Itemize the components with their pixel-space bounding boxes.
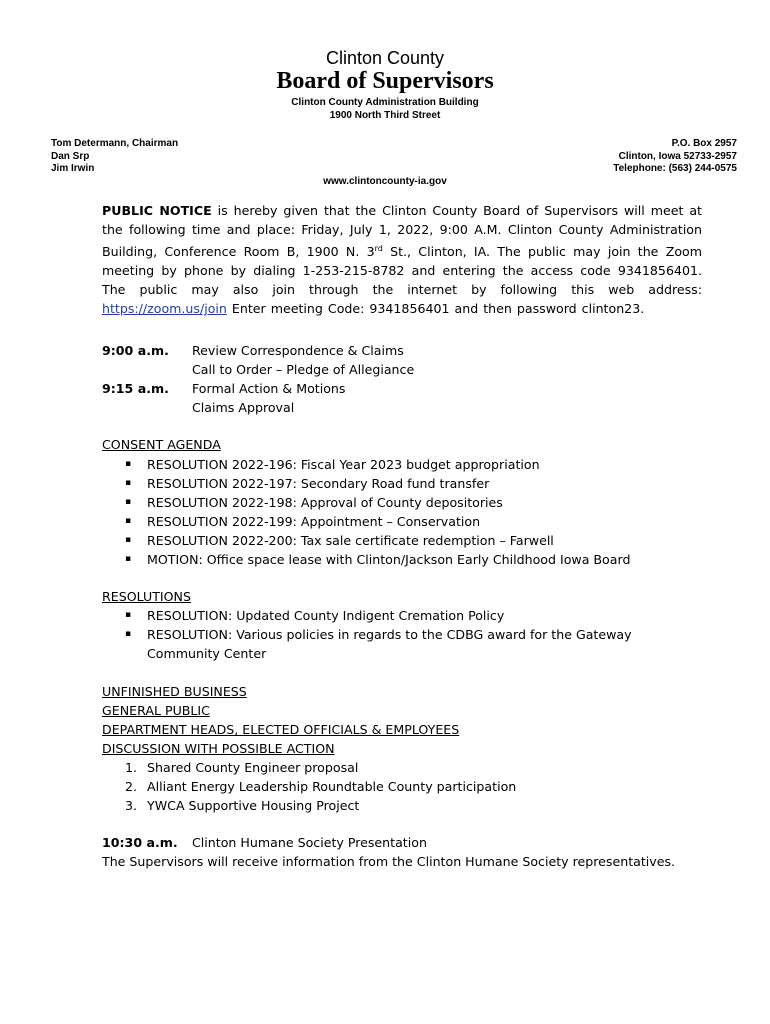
consent-agenda-list (102, 455, 722, 569)
list-item: ▪ RESOLUTION 2022-197: Secondary Road fund transfer (125, 476, 490, 491)
website[interactable]: www.clintoncounty-ia.gov (323, 176, 447, 187)
discussion-list (102, 758, 722, 815)
list-item: 1. Shared County Engineer proposal (125, 760, 359, 775)
list-item: ▪ RESOLUTION 2022-200: Tax sale certificate redemption – Farwell (125, 533, 554, 548)
supervisor-3: Jim Irwin (51, 163, 95, 174)
supervisor-chairman: Tom Determann, Chairman (51, 138, 179, 149)
list-item: ▪ RESOLUTION: Various policies in regards to the CDBG award for the Gateway Community Center (125, 627, 632, 661)
telephone: Telephone: (563) 244-0575 (613, 163, 737, 174)
discussion-heading: DISCUSSION WITH POSSIBLE ACTION (102, 741, 335, 756)
county-name: Clinton County (325, 48, 445, 68)
bullet-icon: ▪ (125, 554, 132, 564)
humane-society-title: Clinton Humane Society Presentation (192, 835, 427, 850)
list-item: ▪ RESOLUTION 2022-198: Approval of County depositories (125, 495, 503, 510)
supervisor-2: Dan Srp (51, 150, 90, 162)
notice-text-1: is hereby given that the Clinton County Board of Supervisors will meet at the following time and place: Friday, July 1, 2022, 9:00 A.M. Clinton County Administration Building, Conference Room B, 1900 N. 3 (102, 203, 702, 260)
time-1030: 10:30 a.m. (102, 835, 178, 850)
board-title: Board of Supervisors (276, 68, 494, 94)
notice-lead: PUBLIC NOTICE (102, 203, 212, 218)
list-item: ▪ RESOLUTION 2022-199: Appointment – Conservation (125, 514, 481, 529)
bullet-icon: ▪ (125, 629, 132, 639)
schedule-item: Formal Action & Motions (192, 381, 346, 396)
notice-sup: rd (374, 244, 383, 253)
department-heads-heading: DEPARTMENT HEADS, ELECTED OFFICIALS & EMPLOYEES (102, 722, 460, 737)
zoom-link[interactable]: https://zoom.us/join (102, 301, 227, 317)
bullet-icon: ▪ (125, 610, 132, 620)
consent-agenda-heading: CONSENT AGENDA (102, 437, 221, 452)
general-public-heading: GENERAL PUBLIC (102, 703, 210, 718)
bullet-icon: ▪ (125, 535, 132, 545)
list-item: 2. Alliant Energy Leadership Roundtable County participation (125, 779, 517, 794)
po-box: P.O. Box 2957 (671, 138, 737, 149)
bullet-icon: ▪ (125, 459, 132, 469)
supervisors-list (51, 138, 178, 176)
notice-text-3: Enter meeting Code: 9341856401 and then password clinton23. (226, 301, 645, 317)
time-0915: 9:15 a.m. (102, 381, 169, 396)
humane-society-description: The Supervisors will receive information from the Clinton Humane Society representatives. (102, 854, 676, 869)
schedule-item: Review Correspondence & Claims (192, 343, 404, 358)
list-item: ▪ RESOLUTION: Updated County Indigent Cremation Policy (125, 608, 505, 623)
bullet-icon: ▪ (125, 478, 132, 488)
bullet-icon: ▪ (125, 516, 132, 526)
list-item: ▪ RESOLUTION 2022-196: Fiscal Year 2023 budget appropriation (125, 457, 540, 472)
schedule-item: Call to Order – Pledge of Allegiance (192, 362, 415, 377)
unfinished-business-heading: UNFINISHED BUSINESS (102, 684, 247, 699)
bullet-icon: ▪ (125, 497, 132, 507)
list-item: ▪ MOTION: Office space lease with Clinton/Jackson Early Childhood Iowa Board (125, 552, 631, 567)
notice-text-2: St., Clinton, IA. The public may join the Zoom meeting by phone by dialing 1-253-215-8782 and entering the access code 9341856401. The public may also join through the internet by following this web address: (102, 244, 702, 298)
list-item: 3. YWCA Supportive Housing Project (125, 798, 360, 813)
resolutions-list (102, 606, 702, 663)
resolutions-heading: RESOLUTIONS (102, 589, 191, 604)
city-zip: Clinton, Iowa 52733-2957 (618, 150, 737, 162)
street-address: 1900 North Third Street (329, 110, 441, 121)
contact-block (613, 138, 737, 176)
public-notice (102, 201, 702, 318)
time-0900: 9:00 a.m. (102, 343, 169, 358)
building-name: Clinton County Administration Building (291, 97, 479, 108)
schedule-item: Claims Approval (192, 400, 295, 415)
